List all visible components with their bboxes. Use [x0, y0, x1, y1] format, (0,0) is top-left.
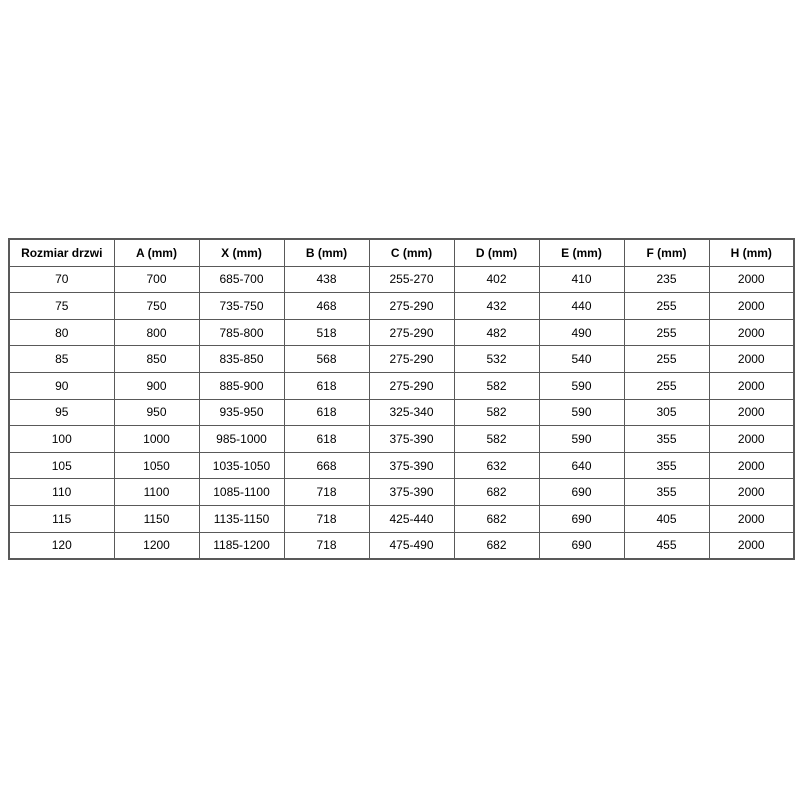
table-cell: 1085-1100 [199, 479, 284, 506]
table-cell: 275-290 [369, 293, 454, 320]
column-header: F (mm) [624, 239, 709, 266]
table-cell: 405 [624, 505, 709, 532]
header-row [9, 239, 794, 266]
table-cell: 1200 [114, 532, 199, 559]
table-cell: 700 [114, 266, 199, 293]
table-cell: 95 [9, 399, 114, 426]
table-row [9, 505, 794, 532]
door-size-spec-table-container [8, 238, 793, 560]
table-cell: 935-950 [199, 399, 284, 426]
table-cell: 110 [9, 479, 114, 506]
table-cell: 568 [284, 346, 369, 373]
table-cell: 2000 [709, 426, 794, 453]
table-cell: 2000 [709, 293, 794, 320]
table-cell: 70 [9, 266, 114, 293]
table-cell: 582 [454, 399, 539, 426]
table-cell: 2000 [709, 505, 794, 532]
table-cell: 375-390 [369, 479, 454, 506]
table-cell: 518 [284, 319, 369, 346]
table-cell: 90 [9, 372, 114, 399]
table-cell: 255 [624, 319, 709, 346]
table-cell: 1050 [114, 452, 199, 479]
table-cell: 355 [624, 452, 709, 479]
table-cell: 618 [284, 372, 369, 399]
table-row [9, 479, 794, 506]
table-cell: 482 [454, 319, 539, 346]
table-cell: 375-390 [369, 452, 454, 479]
table-cell: 540 [539, 346, 624, 373]
table-cell: 275-290 [369, 346, 454, 373]
table-cell: 2000 [709, 372, 794, 399]
table-cell: 275-290 [369, 319, 454, 346]
table-cell: 800 [114, 319, 199, 346]
table-cell: 1100 [114, 479, 199, 506]
table-cell: 532 [454, 346, 539, 373]
table-row [9, 319, 794, 346]
table-cell: 632 [454, 452, 539, 479]
column-header: X (mm) [199, 239, 284, 266]
table-cell: 2000 [709, 266, 794, 293]
table-cell: 2000 [709, 452, 794, 479]
column-header: H (mm) [709, 239, 794, 266]
column-header: B (mm) [284, 239, 369, 266]
table-cell: 490 [539, 319, 624, 346]
table-cell: 900 [114, 372, 199, 399]
table-cell: 690 [539, 479, 624, 506]
table-cell: 750 [114, 293, 199, 320]
table-cell: 85 [9, 346, 114, 373]
table-cell: 718 [284, 532, 369, 559]
table-cell: 402 [454, 266, 539, 293]
table-cell: 2000 [709, 399, 794, 426]
table-cell: 618 [284, 426, 369, 453]
door-size-spec-table [8, 238, 795, 560]
table-cell: 590 [539, 426, 624, 453]
table-cell: 718 [284, 505, 369, 532]
table-body [9, 266, 794, 559]
table-cell: 75 [9, 293, 114, 320]
table-row [9, 346, 794, 373]
column-header: Rozmiar drzwi [9, 239, 114, 266]
table-cell: 590 [539, 399, 624, 426]
table-row [9, 532, 794, 559]
table-cell: 255 [624, 293, 709, 320]
table-cell: 835-850 [199, 346, 284, 373]
column-header: E (mm) [539, 239, 624, 266]
table-cell: 80 [9, 319, 114, 346]
table-cell: 438 [284, 266, 369, 293]
column-header: A (mm) [114, 239, 199, 266]
table-cell: 682 [454, 505, 539, 532]
column-header: C (mm) [369, 239, 454, 266]
table-cell: 455 [624, 532, 709, 559]
table-cell: 1035-1050 [199, 452, 284, 479]
table-cell: 985-1000 [199, 426, 284, 453]
table-cell: 582 [454, 426, 539, 453]
table-cell: 2000 [709, 532, 794, 559]
table-cell: 355 [624, 479, 709, 506]
table-cell: 2000 [709, 319, 794, 346]
table-cell: 235 [624, 266, 709, 293]
table-cell: 375-390 [369, 426, 454, 453]
table-cell: 305 [624, 399, 709, 426]
table-cell: 115 [9, 505, 114, 532]
table-row [9, 266, 794, 293]
column-header: D (mm) [454, 239, 539, 266]
table-cell: 735-750 [199, 293, 284, 320]
table-cell: 682 [454, 479, 539, 506]
table-cell: 475-490 [369, 532, 454, 559]
table-cell: 120 [9, 532, 114, 559]
table-cell: 1150 [114, 505, 199, 532]
table-cell: 432 [454, 293, 539, 320]
table-cell: 690 [539, 505, 624, 532]
table-cell: 950 [114, 399, 199, 426]
table-cell: 1185-1200 [199, 532, 284, 559]
table-row [9, 293, 794, 320]
table-cell: 885-900 [199, 372, 284, 399]
table-cell: 325-340 [369, 399, 454, 426]
table-cell: 255-270 [369, 266, 454, 293]
table-row [9, 372, 794, 399]
table-cell: 1135-1150 [199, 505, 284, 532]
table-cell: 440 [539, 293, 624, 320]
table-cell: 785-800 [199, 319, 284, 346]
table-cell: 618 [284, 399, 369, 426]
table-row [9, 399, 794, 426]
table-cell: 582 [454, 372, 539, 399]
table-cell: 1000 [114, 426, 199, 453]
table-cell: 668 [284, 452, 369, 479]
table-cell: 682 [454, 532, 539, 559]
table-cell: 685-700 [199, 266, 284, 293]
table-cell: 100 [9, 426, 114, 453]
table-cell: 590 [539, 372, 624, 399]
table-cell: 2000 [709, 346, 794, 373]
table-cell: 2000 [709, 479, 794, 506]
table-cell: 105 [9, 452, 114, 479]
table-cell: 690 [539, 532, 624, 559]
table-cell: 410 [539, 266, 624, 293]
table-cell: 640 [539, 452, 624, 479]
table-cell: 275-290 [369, 372, 454, 399]
table-row [9, 452, 794, 479]
table-cell: 425-440 [369, 505, 454, 532]
table-cell: 255 [624, 346, 709, 373]
table-cell: 355 [624, 426, 709, 453]
table-cell: 718 [284, 479, 369, 506]
table-row [9, 426, 794, 453]
table-cell: 255 [624, 372, 709, 399]
table-cell: 468 [284, 293, 369, 320]
table-header [9, 239, 794, 266]
table-cell: 850 [114, 346, 199, 373]
